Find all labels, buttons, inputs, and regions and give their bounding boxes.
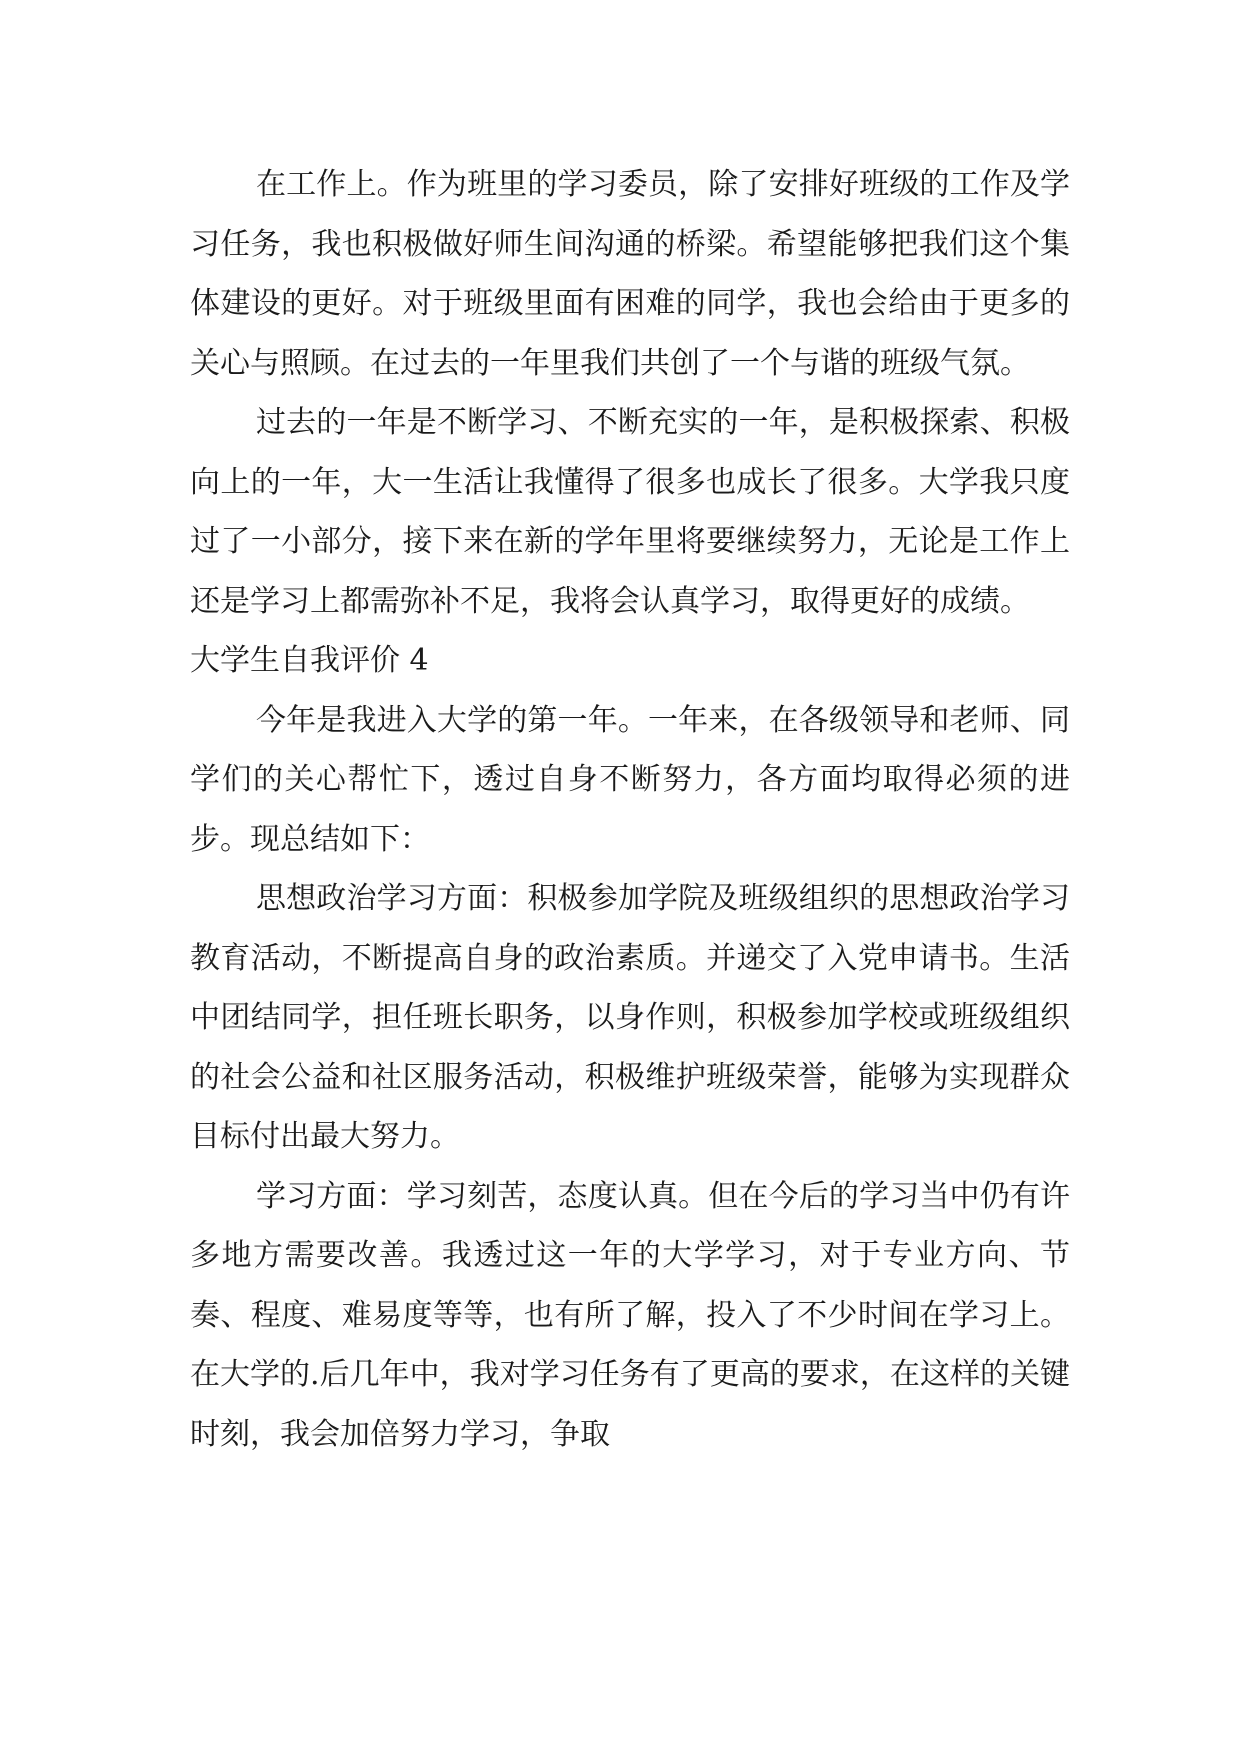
section-heading: 大学生自我评价 4 — [190, 643, 429, 678]
paragraph-political-study: 思想政治学习方面：积极参加学院及班级组织的思想政治学习教育活动，不断提高自身的政治素质。并递交了入党申请书。生活中团结同学，担任班长职务，以身作则，积极参加学校或班级组织的社会公益和社区服务活动，积极维护班级荣誉，能够为实现群众目标付出最大努力。 — [190, 881, 1070, 1154]
paragraph-intro: 今年是我进入大学的第一年。一年来，在各级领导和老师、同学们的关心帮忙下，透过自身不断努力，各方面均取得必须的进步。现总结如下： — [190, 702, 1070, 857]
paragraph-study: 学习方面：学习刻苦，态度认真。但在今后的学习当中仍有许多地方需要改善。我透过这一年的大学学习，对于专业方向、节奏、程度、难易度等等，也有所了解，投入了不少时间在学习上。在大学的.后几年中，我对学习任务有了更高的要求，在这样的关键时刻，我会加倍努力学习，争取 — [190, 1178, 1070, 1452]
paragraph-past-year: 过去的一年是不断学习、不断充实的一年，是积极探索、积极向上的一年，大一生活让我懂得了很多也成长了很多。大学我只度过了一小部分，接下来在新的学年里将要继续努力，无论是工作上还是学习上都需弥补不足，我将会认真学习，取得更好的成绩。 — [190, 405, 1070, 619]
paragraph-work: 在工作上。作为班里的学习委员，除了安排好班级的工作及学习任务，我也积极做好师生间沟通的桥梁。希望能够把我们这个集体建设的更好。对于班级里面有困难的同学，我也会给由于更多的关心与照顾。在过去的一年里我们共创了一个与谐的班级气氛。 — [190, 167, 1070, 381]
document-body — [190, 155, 1070, 1464]
